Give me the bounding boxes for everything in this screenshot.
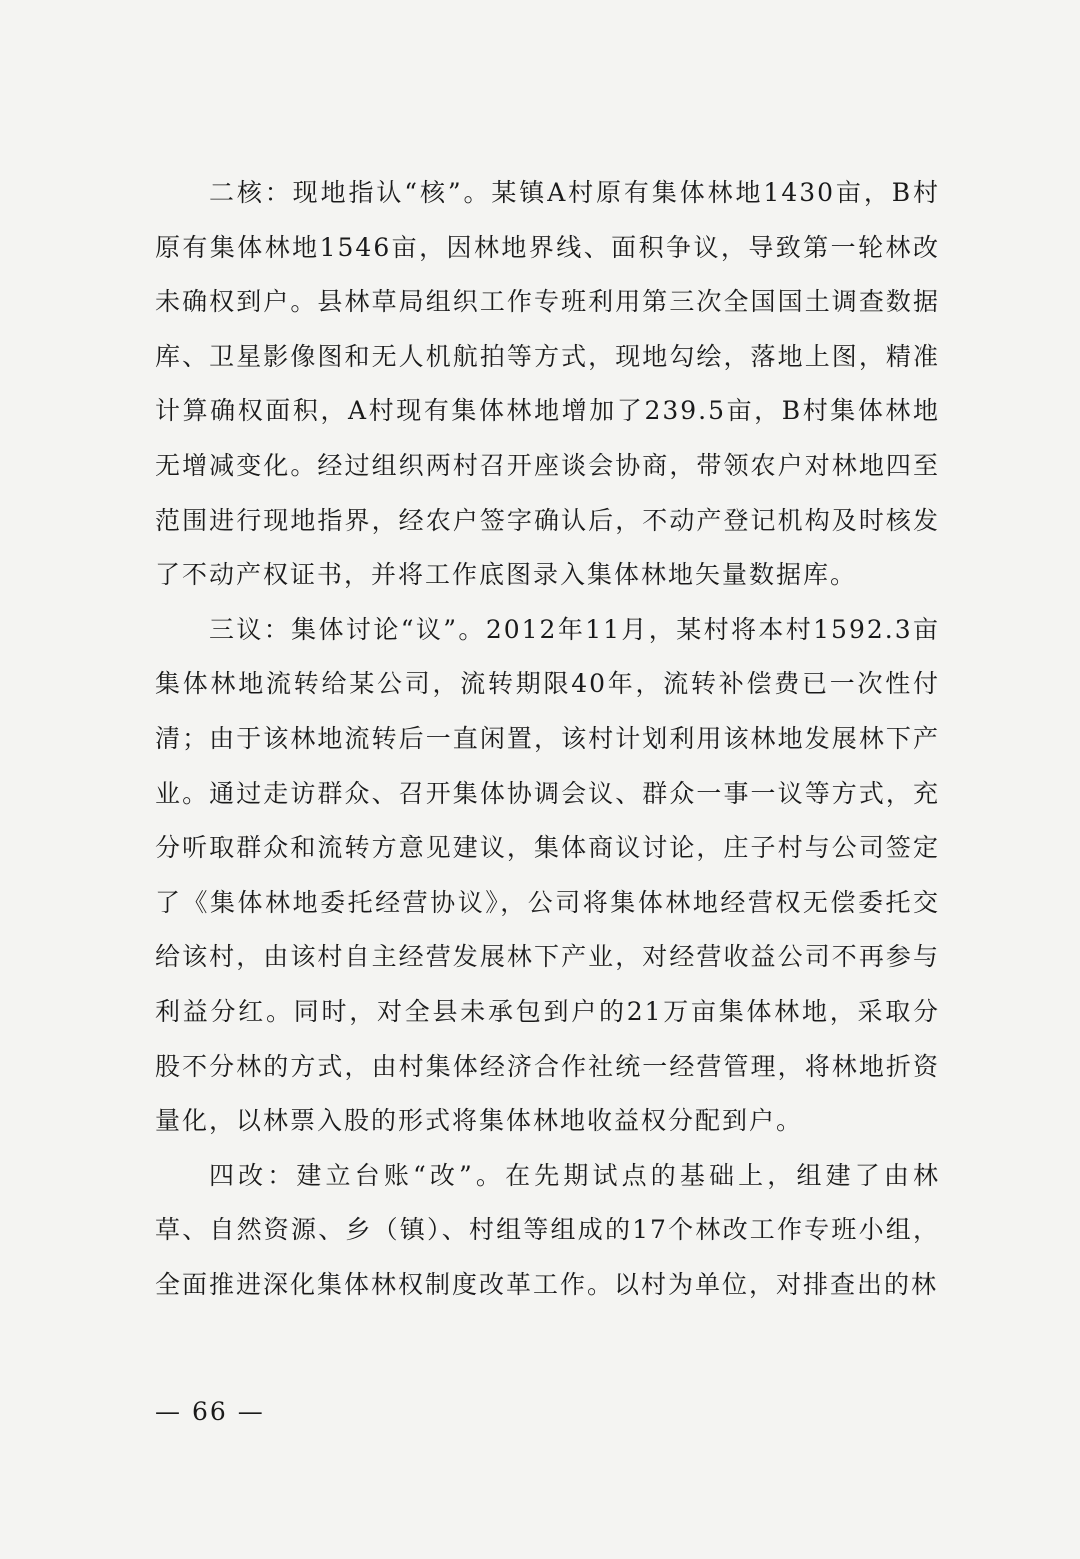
body-text bbox=[155, 166, 940, 1312]
paragraph-two-verify: 二核：现地指认“核”。某镇A村原有集体林地1430亩，B村原有集体林地1546亩，因林地界线、面积争议，导致第一轮林改未确权到户。县林草局组织工作专班利用第三次全国国土调查数据库、卫星影像图和无人机航拍等方式，现地勾绘，落地上图，精准计算确权面积，A村现有集体林地增加了239.5亩，B村集体林地无增减变化。经过组织两村召开座谈会协商，带领农户对林地四至范围进行现地指界，经农户签字确认后，不动产登记机构及时核发了不动产权证书，并将工作底图录入集体林地矢量数据库。 bbox=[155, 178, 940, 590]
paragraph-four-reform: 四改：建立台账“改”。在先期试点的基础上，组建了由林草、自然资源、乡（镇）、村组等组成的17个林改工作专班小组，全面推进深化集体林权制度改革工作。以村为单位，对排查出的林 bbox=[155, 1160, 940, 1299]
page-number: — 66 — bbox=[155, 1397, 265, 1426]
paragraph-three-discuss: 三议：集体讨论“议”。2012年11月，某村将本村1592.3亩集体林地流转给某公司，流转期限40年，流转补偿费已一次性付清；由于该林地流转后一直闲置，该村计划利用该林地发展林下产业。通过走访群众、召开集体协调会议、群众一事一议等方式，充分听取群众和流转方意见建议，集体商议讨论，庄子村与公司签定了《集体林地委托经营协议》，公司将集体林地经营权无偿委托交给该村，由该村自主经营发展林下产业，对经营收益公司不再参与利益分红。同时，对全县未承包到户的21万亩集体林地，采取分股不分林的方式，由村集体经济合作社统一经营管理，将林地折资量化，以林票入股的形式将集体林地收益权分配到户。 bbox=[155, 614, 940, 1136]
